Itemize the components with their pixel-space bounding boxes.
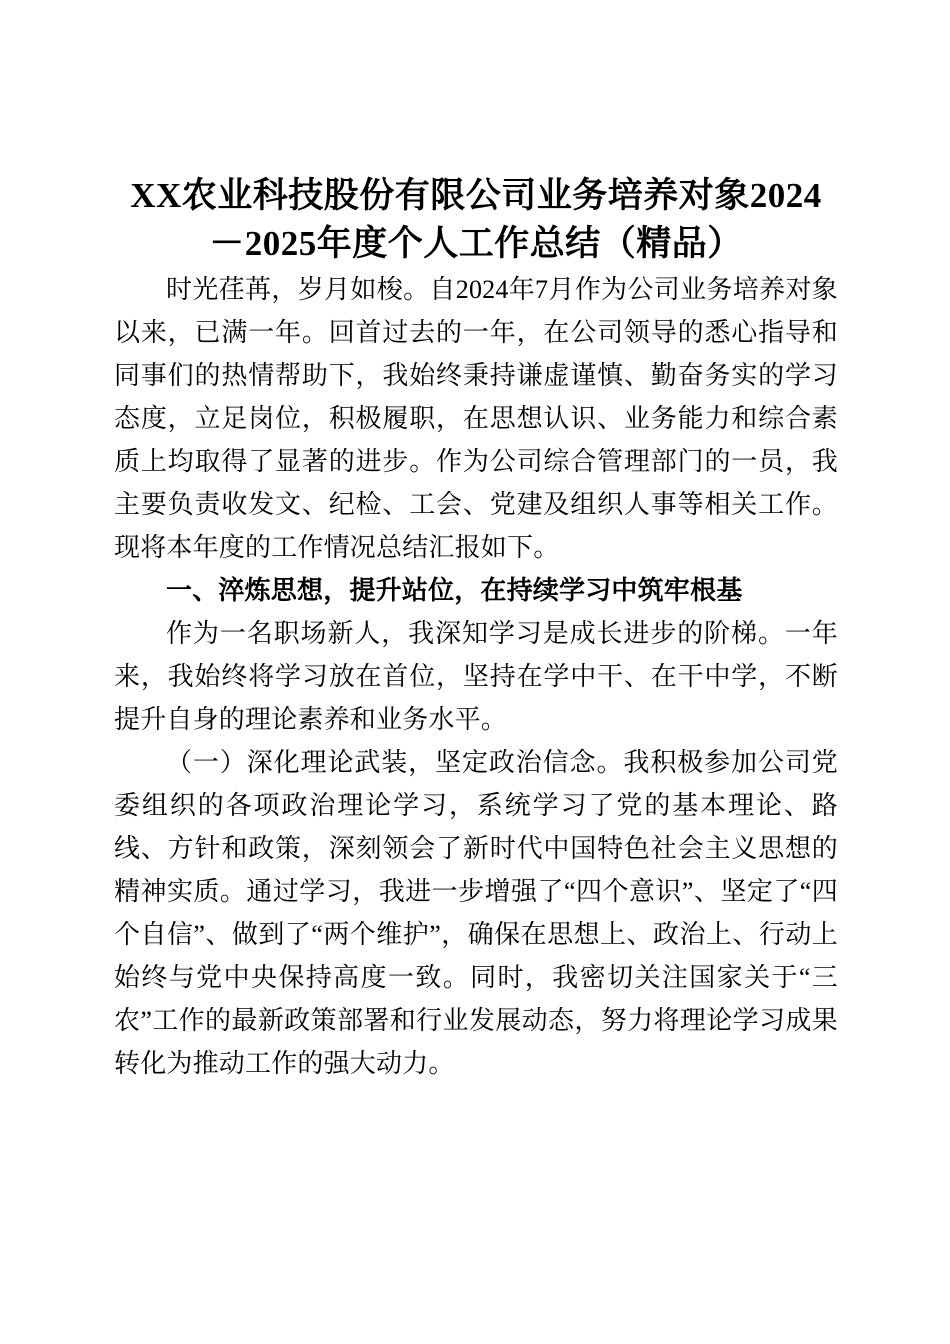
document-title-line-2: 象2024－2025年度个人工作总结 <box>209 176 822 263</box>
document-title <box>114 0 838 268</box>
section-heading-1: 一、淬炼思想，提升站位，在持续学习中筑牢根基 <box>166 575 743 605</box>
page-content-area <box>114 0 838 1085</box>
document-title-line-1: XX农业科技股份有限公司业务培养对 <box>130 176 715 215</box>
intro-paragraph: 时光荏苒，岁月如梭。自2024年7月作为公司业务培养对象以来，已满一年。回首过去的一年，在公司领导的悉心指导和同事们的热情帮助下，我始终秉持谦虚谨慎、勤奋务实的学习态度，立足岗位，积极履职，在思想认识、业务能力和综合素质上均取得了显著的进步。作为公司综合管理部门的一员，我主要负责收发文、纪检、工会、党建及组织人事等相关工作。现将本年度的工作情况总结汇报如下。 <box>114 275 838 562</box>
section-1-lead-paragraph: 作为一名职场新人，我深知学习是成长进步的阶梯。一年来，我始终将学习放在首位，坚持在学中干、在干中学，不断提升自身的理论素养和业务水平。 <box>114 619 838 734</box>
document-title-line-3: （精品） <box>600 224 743 263</box>
subsection-1-1-paragraph: （一）深化理论武装，坚定政治信念。我积极参加公司党委组织的各项政治理论学习，系统学习了党的基本理论、路线、方针和政策，深刻领会了新时代中国特色社会主义思想的精神实质。通过学习，我进一步增强了“四个意识”、坚定了“四个自信”、做到了“两个维护”，确保在思想上、政治上、行动上始终与党中央保持高度一致。同时，我密切关注国家关于“三农”工作的最新政策部署和行业发展动态，努力将理论学习成果转化为推动工作的强大动力。 <box>114 748 838 1078</box>
